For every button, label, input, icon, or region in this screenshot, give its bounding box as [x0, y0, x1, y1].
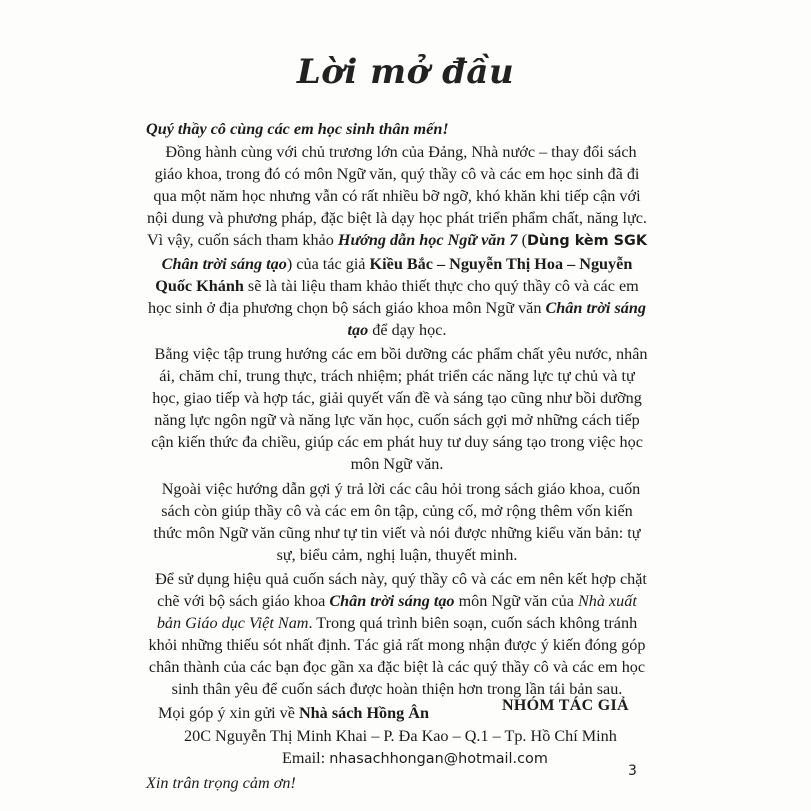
email-label: Email:	[282, 748, 330, 767]
book-title: Hướng dẫn học Ngữ văn 7	[337, 231, 518, 250]
email-address: nhasachhongan@hotmail.com	[329, 750, 548, 767]
companion-label: Dùng kèm SGK	[526, 233, 647, 250]
signature: NHÓM TÁC GIẢ	[502, 697, 629, 714]
author-names: Kiều Bắc – Nguyễn Thị Hoa – Nguyễn Quốc Khánh	[155, 254, 633, 295]
p1-text-4: sẽ là tài liệu tham khảo thiết thực cho quý thầy cô và các em học sinh ở địa phương chọn bộ sách giáo khoa môn Ngữ văn	[148, 276, 639, 317]
thanks-note: Xin trân trọng cảm ơn!	[146, 773, 296, 792]
paragraph-2: Bằng việc tập trung hướng các em bồi dưỡng các phẩm chất yêu nước, nhân ái, chăm chỉ, trung thực, trách nhiệm; phát triển các năng lực tự chủ và tự học, giao tiếp và hợp tác, giải quyết vấn đề và sáng tạo cũng như bồi dưỡng năng lực ngôn ngữ và năng lực văn học, cuốn sách gợi mở những cách tiếp cận kiến thức đa chiều, giúp các em phát huy tư duy sáng tạo trong việc học môn Ngữ văn.	[151, 344, 648, 474]
paragraph-3: Ngoài việc hướng dẫn gợi ý trả lời các câu hỏi trong sách giáo khoa, cuốn sách còn giúp thầy cô và các em ôn tập, củng cố, mở rộng thêm vốn kiến thức môn Ngữ văn cũng như tự tin viết và nói được những kiểu văn bản: tự sự, biểu cảm, nghị luận, thuyết minh.	[153, 479, 641, 564]
greeting: Quý thầy cô cùng các em học sinh thân mến!	[146, 120, 449, 138]
p4-text-3: . Trong quá trình biên soạn, cuốn sách không tránh khỏi những thiếu sót nhất định. Tác giả rất mong nhận được ý kiến đóng góp chân thành của các bạn đọc gần xa đặc biệt là các quý thầy cô và các em học sinh thân yêu để cuốn sách được hoàn thiện hơn trong lần tái bản sau.	[148, 614, 646, 699]
contact-intro-text: Mọi góp ý xin gửi về	[158, 704, 299, 723]
paragraph-1	[146, 141, 648, 341]
paragraph-4	[146, 568, 648, 701]
bookstore-name: Nhà sách Hồng Ân	[298, 704, 429, 723]
p1-text-2: (	[517, 231, 527, 250]
contact-email	[146, 747, 648, 770]
p4-text-2: môn Ngữ văn của	[454, 591, 578, 610]
series-name: Chân trời sáng tạo	[161, 254, 287, 273]
p1-text-1: Đồng hành cùng với chủ trương lớn của Đảng, Nhà nước – thay đổi sách giáo khoa, trong đó có môn Ngữ văn, quý thầy cô và các em học sinh đã đi qua một năm học nhưng vẫn có rất nhiều bỡ ngỡ, khó khăn khi tiếp cận với nội dung và phương pháp, đặc biệt là dạy học phát triển phẩm chất, năng lực. Vì vậy, cuốn sách tham khảo	[146, 143, 647, 250]
series-name: Chân trời sáng tạo	[329, 591, 455, 610]
p4-text-1: Để sử dụng hiệu quả cuốn sách này, quý thầy cô và các em nên kết hợp chặt chẽ với bộ sách giáo khoa	[155, 569, 647, 610]
contact-address: 20C Nguyễn Thị Minh Khai – P. Đa Kao – Q.1 – Tp. Hồ Chí Minh	[184, 726, 617, 745]
p1-text-3: ) của tác giả	[286, 254, 370, 273]
p1-text-5: để dạy học.	[368, 320, 447, 339]
page-title: Lời mở đầu	[296, 52, 515, 92]
page-number: 3	[628, 763, 637, 779]
publisher-name: Nhà xuất bản Giáo dục Việt Nam	[156, 591, 637, 633]
preface-body	[146, 118, 648, 794]
series-name: Chân trời sáng tạo	[347, 298, 646, 339]
